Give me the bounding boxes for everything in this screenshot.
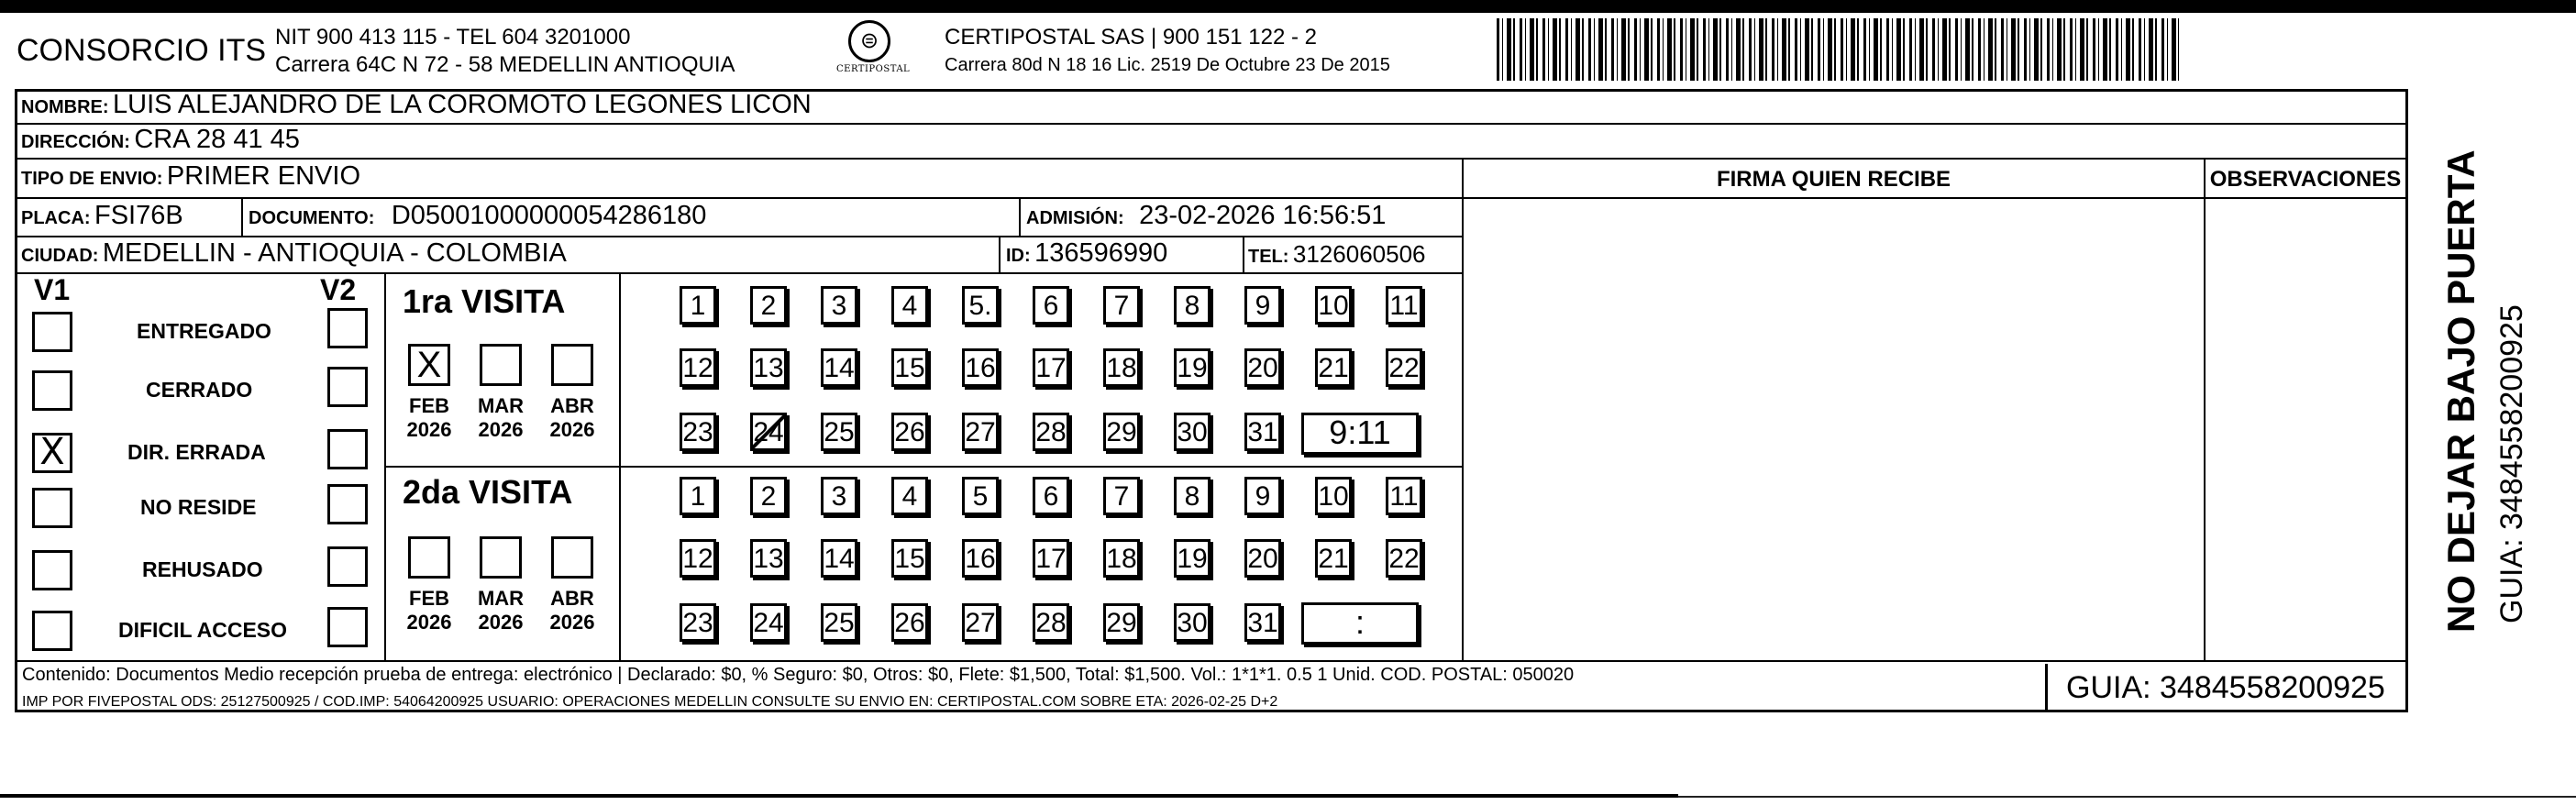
day-box[interactable]: 20 [1244, 539, 1281, 578]
bottom-rule [0, 794, 1678, 798]
certi-line: CERTIPOSTAL SAS | 900 151 122 - 2 [945, 25, 1317, 50]
nombre-value: LUIS ALEJANDRO DE LA COROMOTO LEGONES LICON [113, 90, 812, 119]
day-box[interactable]: 1 [680, 477, 716, 515]
day-box[interactable]: 18 [1103, 539, 1140, 578]
barcode [1497, 18, 2179, 81]
month-checkbox[interactable] [551, 344, 593, 386]
month-label [543, 394, 602, 442]
day-box[interactable]: 11 [1386, 477, 1422, 515]
month-label [543, 587, 602, 634]
day-box[interactable]: 21 [1315, 539, 1352, 578]
company-name: CONSORCIO ITS [17, 33, 267, 68]
day-box[interactable]: 4 [891, 477, 928, 515]
day-box[interactable]: 31 [1244, 603, 1281, 642]
day-box[interactable]: 6 [1033, 286, 1069, 325]
month-checkbox[interactable] [480, 536, 522, 579]
status-label: DIR. ERRADA [127, 440, 266, 464]
visit2-title: 2da VISITA [403, 473, 573, 511]
day-box[interactable]: 13 [750, 539, 787, 578]
status-label: DIFICIL ACCESO [118, 618, 288, 642]
day-box[interactable]: 12 [680, 348, 716, 387]
id-value: 136596990 [1034, 238, 1168, 268]
day-box[interactable]: 28 [1033, 603, 1069, 642]
day-box[interactable]: 3 [821, 477, 857, 515]
day-box[interactable]: 7 [1103, 477, 1140, 515]
month-label [471, 587, 530, 634]
month-year: 2026 [549, 611, 595, 634]
ciudad-label: CIUDAD: [21, 246, 99, 266]
v1-checkbox[interactable]: X [32, 433, 72, 473]
v2-checkbox[interactable] [327, 484, 368, 524]
observaciones-header: OBSERVACIONES [2209, 167, 2402, 192]
day-box[interactable]: 8 [1174, 286, 1211, 325]
day-box[interactable]: 6 [1033, 477, 1069, 515]
v1-header: V1 [34, 273, 71, 306]
day-box[interactable]: 25 [821, 413, 857, 451]
month-checkbox[interactable]: X [408, 344, 450, 386]
month-label [471, 394, 530, 442]
month-name: MAR [477, 394, 525, 417]
placa-value: FSI76B [94, 201, 183, 230]
day-box[interactable]: 27 [962, 603, 999, 642]
day-box[interactable]: 20 [1244, 348, 1281, 387]
admision-value: 23-02-2026 16:56:51 [1139, 201, 1387, 230]
v1-checkbox[interactable] [32, 488, 72, 528]
admision-field [1026, 201, 1386, 231]
documento-label: DOCUMENTO: [249, 208, 375, 228]
v2-checkbox[interactable] [327, 607, 368, 647]
day-box[interactable]: 28 [1033, 413, 1069, 451]
visit1-hour-box[interactable]: 9:11 [1301, 413, 1419, 455]
day-box[interactable]: 7 [1103, 286, 1140, 325]
certi-address: Carrera 80d N 18 16 Lic. 2519 De Octubre 23 De 2015 [945, 55, 1390, 75]
day-box[interactable]: 30 [1174, 413, 1211, 451]
status-label: ENTREGADO [137, 319, 271, 343]
month-year: 2026 [406, 418, 452, 441]
day-box[interactable]: 10 [1315, 477, 1352, 515]
month-year: 2026 [478, 611, 524, 634]
day-box[interactable]: 14 [821, 539, 857, 578]
v2-checkbox[interactable] [327, 367, 368, 407]
month-label [400, 587, 459, 634]
tel-value: 3126060506 [1292, 240, 1426, 268]
tipo-envio-field [21, 161, 360, 192]
delivery-form [15, 89, 2408, 712]
status-label: REHUSADO [142, 557, 263, 581]
month-name: ABR [550, 394, 594, 417]
month-name: ABR [550, 587, 594, 610]
day-box[interactable]: 12 [680, 539, 716, 578]
v1-checkbox[interactable] [32, 611, 72, 651]
day-box[interactable]: 24 [750, 413, 787, 451]
day-box[interactable]: 13 [750, 348, 787, 387]
day-box[interactable]: 2 [750, 286, 787, 325]
day-box[interactable]: 19 [1174, 348, 1211, 387]
day-box[interactable]: 22 [1386, 348, 1422, 387]
footer-guia: GUIA: 3484558200925 [2045, 664, 2408, 712]
certipostal-info [945, 24, 1390, 79]
day-box[interactable]: 9 [1244, 286, 1281, 325]
day-box[interactable]: 29 [1103, 413, 1140, 451]
day-box[interactable]: 8 [1174, 477, 1211, 515]
direccion-value: CRA 28 41 45 [134, 125, 300, 154]
day-box[interactable]: 14 [821, 348, 857, 387]
month-checkbox[interactable] [480, 344, 522, 386]
top-border [0, 0, 2576, 13]
day-box[interactable]: 24 [750, 603, 787, 642]
day-box[interactable]: 31 [1244, 413, 1281, 451]
day-box[interactable]: 21 [1315, 348, 1352, 387]
month-year: 2026 [478, 418, 524, 441]
day-box[interactable]: 15 [891, 539, 928, 578]
month-label [400, 394, 459, 442]
footer-content-line: Contenido: Documentos Medio recepción prueba de entrega: electrónico | Declarado: $0, % Seguro: $0, Otros: $0, Flete: $1,500, Total: $1,500. Vol.: 1*1*1. 0.5 1 Unid. COD. POSTAL: 050020 [22, 665, 1575, 685]
v2-header: V2 [320, 273, 357, 306]
day-box[interactable]: 10 [1315, 286, 1352, 325]
month-name: MAR [477, 587, 525, 610]
day-box[interactable]: 5. [962, 286, 999, 325]
footer-print-line: IMP POR FIVEPOSTAL ODS: 25127500925 / COD.IMP: 54064200925 USUARIO: OPERACIONES MEDELLIN CONSULTE SU ENVIO EN: CERTIPOSTAL.COM SOBRE ETA: 2026-02-25 D+2 [22, 694, 1278, 710]
v2-checkbox[interactable] [327, 546, 368, 587]
month-name: FEB [409, 394, 449, 417]
tipo-envio-value: PRIMER ENVIO [166, 161, 361, 191]
day-box[interactable]: 17 [1033, 348, 1069, 387]
visit2-hour-box[interactable]: : [1301, 602, 1419, 645]
v2-checkbox[interactable] [327, 308, 368, 348]
day-box[interactable]: 17 [1033, 539, 1069, 578]
month-year: 2026 [406, 611, 452, 634]
id-field [1006, 238, 1167, 269]
documento-field [249, 201, 706, 231]
month-checkbox[interactable] [551, 536, 593, 579]
placa-label: PLACA: [21, 208, 91, 228]
day-box[interactable]: 1 [680, 286, 716, 325]
admision-label: ADMISIÓN: [1026, 208, 1124, 228]
tel-label: TEL: [1248, 247, 1289, 267]
v1-checkbox[interactable] [32, 312, 72, 352]
day-box[interactable]: 4 [891, 286, 928, 325]
day-box[interactable]: 16 [962, 348, 999, 387]
tipo-envio-label: TIPO DE ENVIO: [21, 169, 163, 189]
ciudad-field [21, 238, 567, 269]
ciudad-value: MEDELLIN - ANTIOQUIA - COLOMBIA [102, 238, 567, 268]
status-label: CERRADO [146, 378, 253, 402]
day-box[interactable]: 15 [891, 348, 928, 387]
day-box[interactable]: 9 [1244, 477, 1281, 515]
placa-field [21, 201, 183, 231]
firma-header: FIRMA QUIEN RECIBE [1716, 167, 1951, 192]
month-name: FEB [409, 587, 449, 610]
certipostal-logo [836, 20, 911, 75]
day-box[interactable]: 11 [1386, 286, 1422, 325]
month-checkbox[interactable] [408, 536, 450, 579]
visit1-title: 1ra VISITA [403, 282, 566, 320]
side-warning: NO DEJAR BAJO PUERTA [2439, 149, 2482, 633]
day-box[interactable]: 26 [891, 413, 928, 451]
day-box[interactable]: 29 [1103, 603, 1140, 642]
day-box[interactable]: 22 [1386, 539, 1422, 578]
day-box[interactable]: 16 [962, 539, 999, 578]
documento-value: D05001000000054286180 [391, 201, 707, 230]
day-box[interactable]: 3 [821, 286, 857, 325]
day-box[interactable]: 5 [962, 477, 999, 515]
day-box[interactable]: 23 [680, 413, 716, 451]
bottom-rule-right [1678, 796, 2576, 798]
day-box[interactable]: 23 [680, 603, 716, 642]
v1-checkbox[interactable] [32, 370, 72, 411]
direccion-label: DIRECCIÓN: [21, 132, 130, 152]
side-guia: GUIA: 3484558200925 [2494, 304, 2529, 623]
day-box[interactable]: 19 [1174, 539, 1211, 578]
logo-mark-icon: ⊜ [848, 20, 890, 62]
logo-text: CERTIPOSTAL [836, 64, 911, 74]
address-line: Carrera 64C N 72 - 58 MEDELLIN ANTIOQUIA [275, 52, 735, 77]
day-box[interactable]: 2 [750, 477, 787, 515]
v2-checkbox[interactable] [327, 429, 368, 469]
tel-field [1248, 240, 1426, 269]
nit-line: NIT 900 413 115 - TEL 604 3201000 [275, 25, 631, 50]
nombre-field [21, 90, 812, 120]
company-info [275, 24, 735, 79]
day-box[interactable]: 25 [821, 603, 857, 642]
status-label: NO RESIDE [140, 495, 257, 519]
day-box[interactable]: 27 [962, 413, 999, 451]
nombre-label: NOMBRE: [21, 97, 109, 117]
day-box[interactable]: 30 [1174, 603, 1211, 642]
day-box[interactable]: 26 [891, 603, 928, 642]
v1-checkbox[interactable] [32, 550, 72, 590]
id-label: ID: [1006, 246, 1031, 266]
month-year: 2026 [549, 418, 595, 441]
day-box[interactable]: 18 [1103, 348, 1140, 387]
direccion-field [21, 125, 300, 155]
